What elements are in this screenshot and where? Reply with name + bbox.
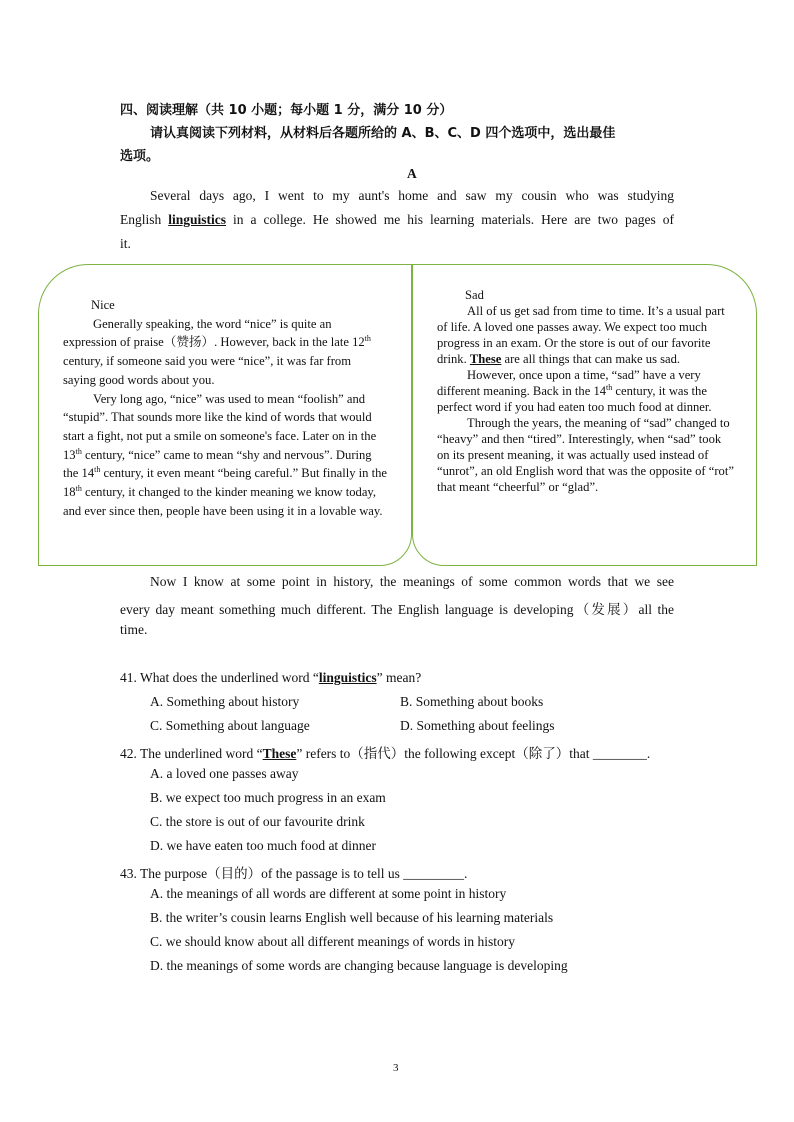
passage-intro-line-1: Several days ago, I went to my aunt's home and saw my cousin who was studying	[150, 188, 674, 203]
question-41-option-d[interactable]: D. Something about feelings	[400, 718, 555, 733]
passage-outro-line-1: Now I know at some point in history, the meanings of some common words that we see	[150, 574, 674, 589]
nice-paragraph-1: Generally speaking, the word “nice” is quite an expression of praise（赞扬）. However, back in the late 12th century, if someone said you were “nice”, it was far from saying good words about you.	[63, 316, 371, 387]
passage-letter: A	[407, 166, 417, 181]
question-42-option-b[interactable]: B. we expect too much progress in an exam	[150, 790, 386, 805]
question-43-stem: 43. The purpose（目的）of the passage is to tell us _________.	[120, 866, 468, 881]
sad-paragraph-2: However, once upon a time, “sad” have a very different meaning. Back in the 14th century, it was the perfect word if you had eaten too much food at dinner.	[437, 368, 712, 414]
nice-passage	[63, 296, 387, 520]
passage-intro-line-3: it.	[120, 236, 131, 251]
question-43-option-d[interactable]: D. the meanings of some words are changing because language is developing	[150, 958, 568, 973]
question-43-option-b[interactable]: B. the writer’s cousin learns English well because of his learning materials	[150, 910, 554, 925]
question-43-option-c[interactable]: C. we should know about all different meanings of words in history	[150, 934, 515, 949]
question-42-option-d[interactable]: D. we have eaten too much food at dinner	[150, 838, 377, 853]
question-42-stem: 42. The underlined word “These” refers to（指代）the following except（除了）that ________.	[120, 746, 651, 761]
question-43-option-a[interactable]: A. the meanings of all words are different at some point in history	[150, 886, 507, 901]
question-42-option-a[interactable]: A. a loved one passes away	[150, 766, 299, 781]
sad-passage	[437, 287, 735, 495]
question-41-option-c[interactable]: C. Something about language	[150, 718, 310, 733]
passage-intro-line-2	[120, 212, 674, 228]
nice-paragraph-2: Very long ago, “nice” was used to mean “foolish” and “stupid”. That sounds more like the kind of words that would start a fight, not put a smile on someone's face. Later on in the 13th century, “nice” came to mean “shy and nervous”. During the 14th century, it even meant “being careful.” But finally in the 18th century, it changed to the kinder meaning we know today, and ever since then, people have been using it in a lovable way.	[63, 391, 388, 518]
intro-text: English	[120, 212, 169, 227]
question-41-option-a[interactable]: A. Something about history	[150, 694, 300, 709]
underlined-word-linguistics: linguistics	[168, 212, 227, 227]
sad-paragraph-1: All of us get sad from time to time. It’s a usual part of life. A loved one passes away. We expect too much progress in an exam. Or the store is out of our favorite drink. These are all things that can make us sad.	[437, 304, 725, 366]
question-41-stem: 41. What does the underlined word “linguistics” mean?	[120, 670, 422, 685]
section-heading: 四、阅读理解（共 10 小题；每小题 1 分，满分 10 分）	[120, 103, 453, 118]
passage-outro-line-2: every day meant something much different. The English language is developing（发展）all the	[120, 602, 674, 617]
page-number: 3	[393, 1062, 399, 1074]
passage-outro-line-3: time.	[120, 622, 148, 637]
sad-title: Sad	[465, 288, 484, 302]
nice-title: Nice	[91, 298, 115, 312]
section-instruction-cont: 选项。	[120, 149, 160, 164]
underlined-word-these: These	[469, 352, 502, 366]
sad-paragraph-3: Through the years, the meaning of “sad” changed to “heavy” and then “tired”. Interestingly, when “sad” took on its present meaning, it was actually used instead of “unrot”, an old English word that was the opposite of “rot” that meant “cheerful” or “glad”.	[437, 416, 734, 494]
section-instruction: 请认真阅读下列材料，从材料后各题所给的 A、B、C、D 四个选项中，选出最佳	[150, 126, 616, 141]
question-41-option-b[interactable]: B. Something about books	[400, 694, 544, 709]
question-42-option-c[interactable]: C. the store is out of our favourite drink	[150, 814, 365, 829]
intro-text: in a college. He showed me his learning materials. Here are two pages of	[226, 212, 674, 227]
